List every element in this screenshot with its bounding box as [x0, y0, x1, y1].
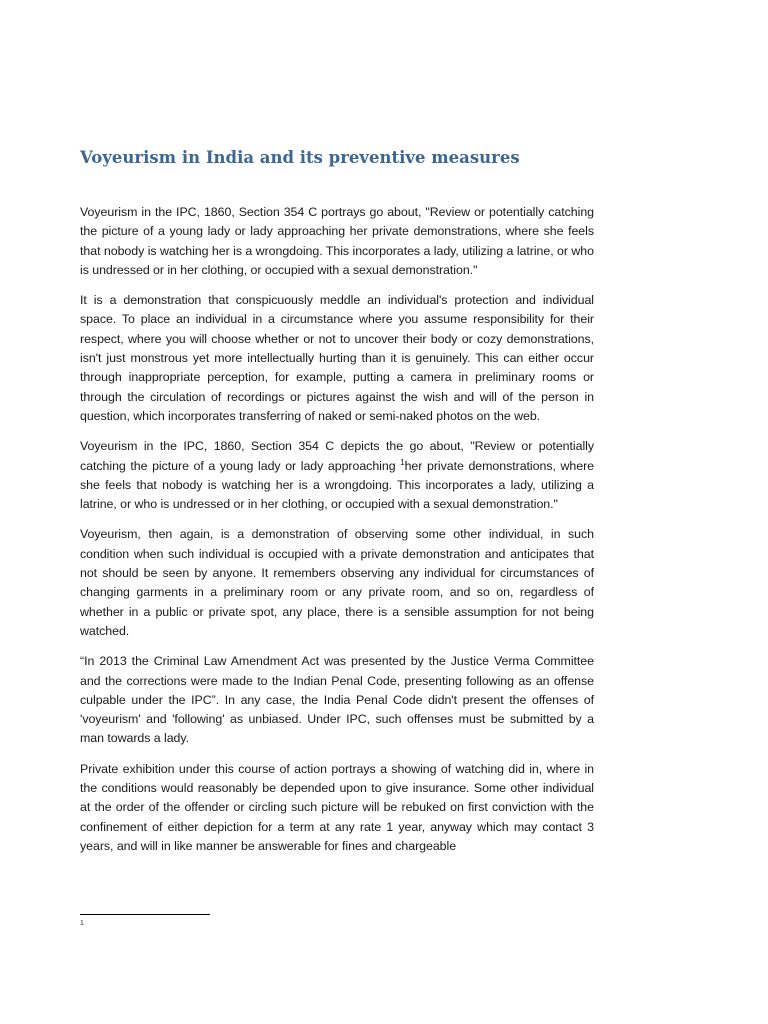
paragraph-with-footnote [80, 437, 594, 514]
document-body [80, 203, 594, 867]
paragraph: “In 2013 the Criminal Law Amendment Act was presented by the Justice Verma Committee and the corrections were made to the Indian Penal Code, presenting following as an offense culpable under the IPC”. In any case, the India Penal Code didn't present the offenses of 'voyeurism' and 'following' as unbiased. Under IPC, such offenses must be submitted by a man towards a lady. [80, 654, 594, 746]
footnote-number: 1 [80, 920, 84, 927]
paragraph: Voyeurism, then again, is a demonstration of observing some other individual, in such condition when such individual is occupied with a private demonstration and anticipates that not should be seen by anyone. It remembers observing any individual for circumstances of changing garments in a preliminary room or any private room, and so on, regardless of whether in a public or private spot, any place, there is a sensible assumption for not being watched. [80, 527, 594, 638]
paragraph: It is a demonstration that conspicuously meddle an individual's protection and individual space. To place an individual in a circumstance where you assume responsibility for their respect, where you will choose whether or not to uncover their body or cozy demonstrations, isn't just monstrous yet more intellectually hurting than it is genuinely. This can either occur through inappropriate perception, for example, putting a camera in preliminary rooms or through the circulation of recordings or pictures against the wish and will of the person in question, which incorporates transferring of naked or semi-naked photos on the web. [80, 293, 594, 423]
document-title: Voyeurism in India and its preventive measures [80, 148, 520, 167]
footnote-reference[interactable]: 1 [400, 457, 405, 467]
paragraph-text-part: her private demonstrations, where she feels that nobody is watching her is a wrongdoing. This incorporates a lady, utilizing a latrine, or who is undressed or in her clothing, or occupied with a sexual demonstration." [80, 458, 594, 512]
paragraph: Voyeurism in the IPC, 1860, Section 354 C portrays go about, "Review or potentially catching the picture of a young lady or lady approaching her private demonstrations, where she feels that nobody is watching her is a wrongdoing. This incorporates a lady, utilizing a latrine, or who is undressed or in her clothing, or occupied with a sexual demonstration." [80, 205, 594, 277]
paragraph: Private exhibition under this course of action portrays a showing of watching did in, where in the conditions would reasonably be depended upon to give insurance. Some other individual at the order of the offender or circling such picture will be rebuked on first conviction with the confinement of either depiction for a term at any rate 1 year, anyway which may contact 3 years, and will in like manner be answerable for fines and chargeable [80, 761, 594, 853]
footnote-separator [80, 914, 210, 915]
paragraph-text-part: Voyeurism in the IPC, 1860, Section 354 C depicts the go about, "Review or potentially catching the picture of a young lady or lady approaching [80, 439, 594, 473]
